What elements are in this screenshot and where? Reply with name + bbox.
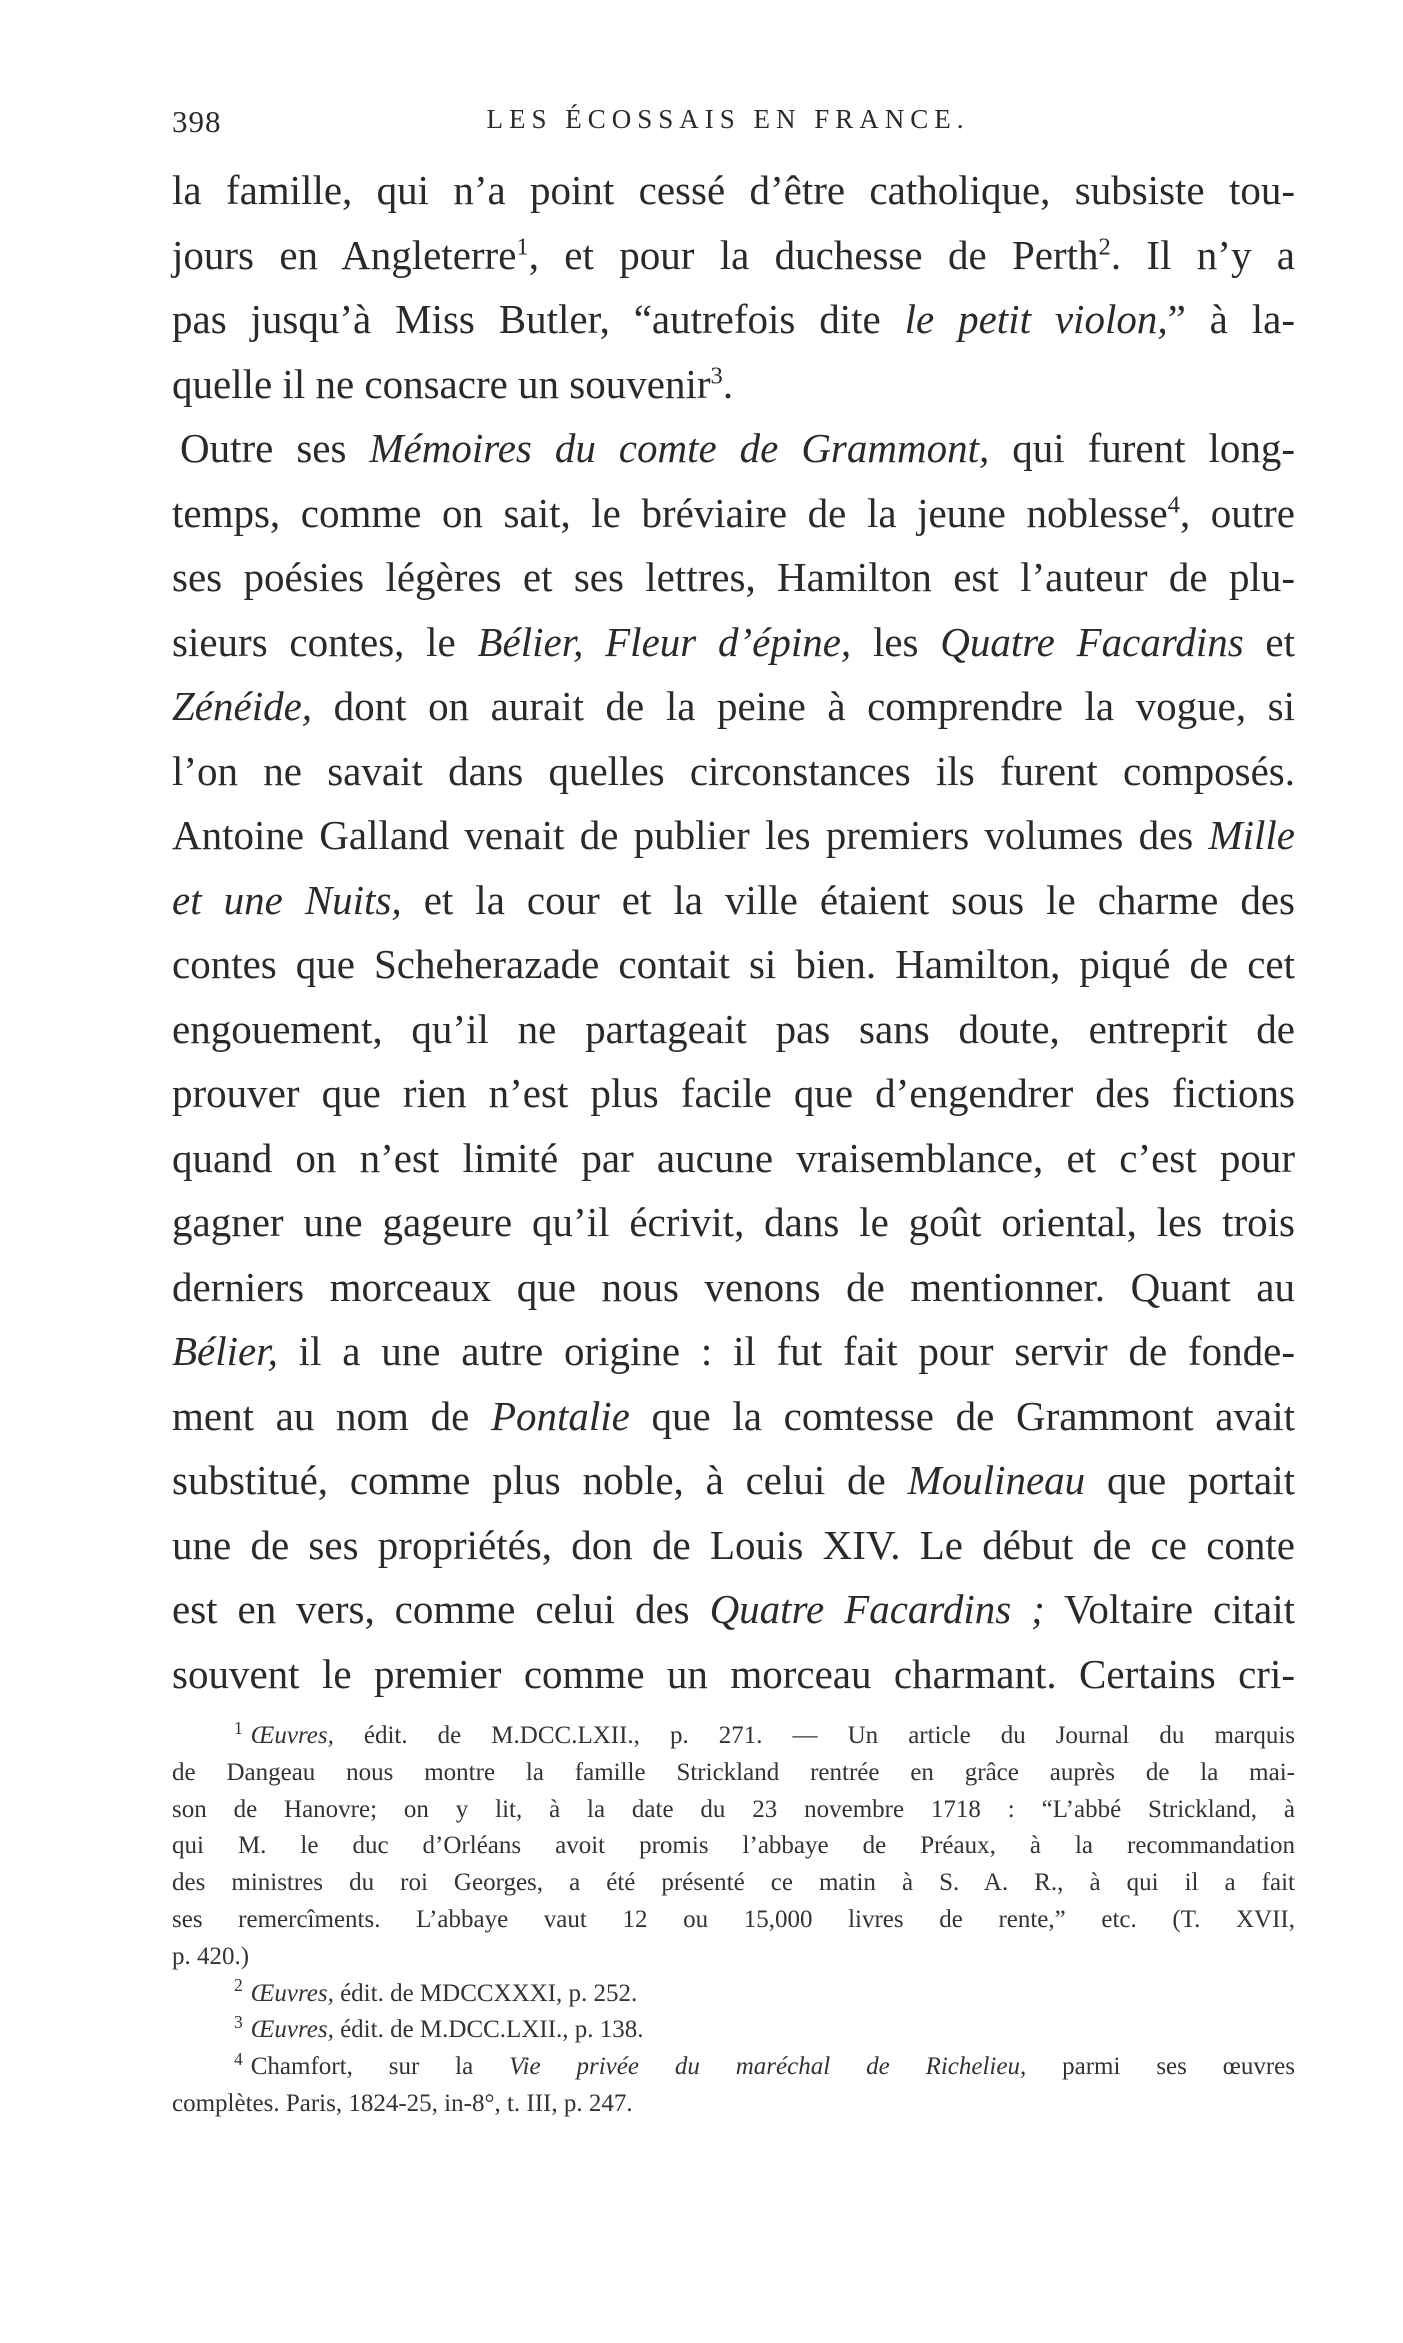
footnote-line: qui M. le duc d’Orléans avoit promis l’abbaye de Préaux, à la recommandation	[172, 1832, 1295, 1860]
text-line: quand on n’est limité par aucune vraisemblance, et c’est pour	[172, 1134, 1295, 1181]
text-line: ses poésies légères et ses lettres, Hamilton est l’auteur de plu-	[172, 554, 1295, 600]
footnote-line: des ministres du roi Georges, a été présenté ce matin à S. A. R., à qui il a fait	[172, 1869, 1295, 1897]
text-line: engouement, qu’il ne partageait pas sans doute, entreprit de	[172, 1005, 1295, 1052]
text-line: contes que Scheherazade contait si bien. Hamilton, piqué de cet	[172, 941, 1295, 987]
text-line: Zénéide, dont on aurait de la peine à comprendre la vogue, si	[172, 683, 1295, 729]
text-line: quelle il ne consacre un souvenir$^3$.	[172, 360, 734, 407]
text-line: gagner une gageure qu’il écrivit, dans le goût oriental, les trois	[172, 1199, 1295, 1245]
text-line: derniers morceaux que nous venons de mentionner. Quant au	[172, 1263, 1295, 1310]
text-line: Bélier, il a une autre origine : il fut fait pour servir de fonde-	[172, 1328, 1295, 1374]
text-line: l’on ne savait dans quelles circonstances ils furent composés.	[172, 747, 1295, 794]
footnote-line: p. 420.)	[172, 1942, 250, 1970]
text-line: la famille, qui n’a point cessé d’être catholique, subsiste tou-	[172, 167, 1295, 213]
footnote-ref[interactable]: 1	[516, 232, 529, 260]
footnotes	[172, 1718, 1295, 2123]
text-line: une de ses propriétés, don de Louis XIV. Le début de ce conte	[172, 1521, 1295, 1568]
footnote-line: de Dangeau nous montre la famille Strickland rentrée en grâce auprès de la mai-	[172, 1758, 1295, 1786]
footnote-ref[interactable]: 2	[1098, 232, 1111, 260]
footnote-line: complètes. Paris, 1824-25, in-8°, t. III, p. 247.	[172, 2089, 633, 2117]
text-line: Outre ses Mémoires du comte de Grammont, qui furent long-	[180, 425, 1295, 471]
text-line: souvent le premier comme un morceau charmant. Certains cri-	[172, 1650, 1295, 1697]
footnote-ref[interactable]: 4	[1167, 490, 1180, 518]
page-number: 398	[172, 104, 222, 139]
footnote-ref[interactable]: 3	[710, 361, 723, 389]
text-line: est en vers, comme celui des Quatre Facardins ; Voltaire citait	[172, 1586, 1295, 1632]
text-line: temps, comme on sait, le bréviaire de la jeune noblesse$^4$, outre	[172, 489, 1295, 536]
running-title: LES ÉCOSSAIS EN FRANCE.	[486, 104, 970, 134]
text-line: Antoine Galland venait de publier les premiers volumes des Mille	[172, 812, 1295, 858]
footnote-line: son de Hanovre; on y lit, à la date du 23 novembre 1718 : “L’abbé Strickland, à	[172, 1795, 1295, 1823]
footnote-2: $^2$ Œuvres, édit. de MDCCXXXI, p. 252.	[234, 1975, 638, 2007]
text-line: ment au nom de Pontalie que la comtesse de Grammont avait	[172, 1392, 1295, 1439]
text-line: pas jusqu’à Miss Butler, “autrefois dite le petit violon,” à la-	[172, 296, 1295, 342]
text-line: jours en Angleterre$^1$, et pour la duchesse de Perth$^2$. Il n’y a	[172, 231, 1295, 278]
running-head	[172, 104, 1295, 144]
body-text	[172, 158, 1295, 1706]
text-line: et une Nuits, et la cour et la ville étaient sous le charme des	[172, 876, 1296, 923]
text-line: substitué, comme plus noble, à celui de Moulineau que portait	[172, 1457, 1295, 1503]
text-line: prouver que rien n’est plus facile que d’engendrer des fictions	[172, 1070, 1295, 1116]
text-line: sieurs contes, le Bélier, Fleur d’épine, les Quatre Facardins et	[172, 618, 1296, 665]
footnote-1: $^1$ Œuvres, édit. de M.DCC.LXII., p. 271. — Un article du Journal du marquis	[234, 1717, 1295, 1749]
footnote-line: ses remercîments. L’abbaye vaut 12 ou 15,000 livres de rente,” etc. (T. XVII,	[172, 1905, 1295, 1933]
footnote-3: $^3$ Œuvres, édit. de M.DCC.LXII., p. 138.	[234, 2012, 644, 2044]
footnote-4: $^4$ Chamfort, sur la Vie privée du maréchal de Richelieu, parmi ses œuvres	[234, 2048, 1295, 2081]
